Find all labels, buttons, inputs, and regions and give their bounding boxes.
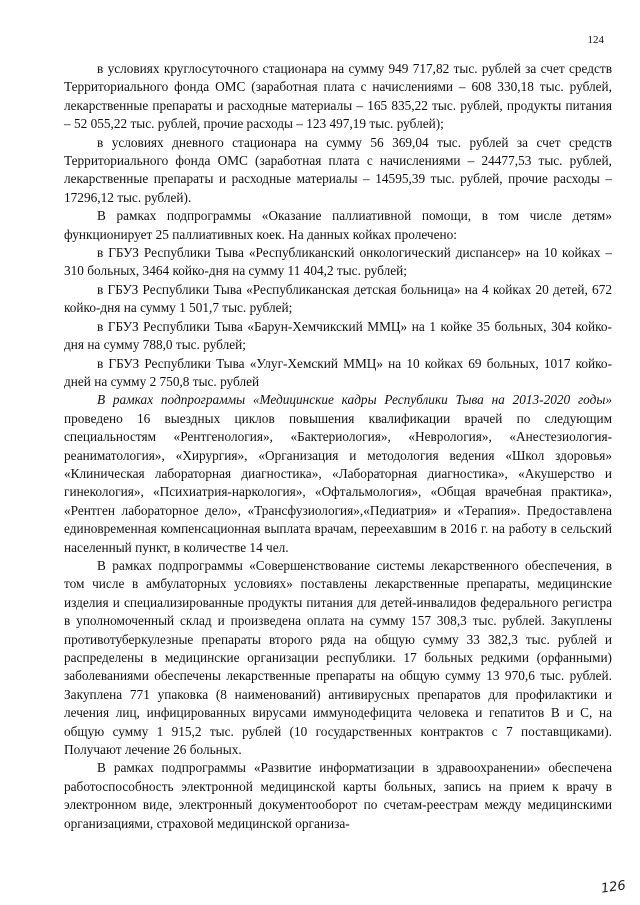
paragraph-drug-supply: В рамках подпрограммы «Совершенствование системы лекарственного обеспечения, в том числе в амбулаторных условиях» поставлены лекарственные препараты, медицинские изделия и специализированные продукты питания для детей-инвалидов федерального регистра в уполномоченный склад и произведена оплата на сумму 157 308,3 тыс. рублей. Закуплены противотуберкулезные препараты второго ряда на общую сумму 33 382,3 тыс. рублей и распределены в медицинские организации республики. 17 больных редкими (орфанными) заболеваниями обеспечены лекарственные препараты на общую сумму 13 970,6 тыс. рублей. Закуплена 771 упаковка (8 наименований) антивирусных препаратов для профилактики и лечения лиц, инфицированных вирусами иммунодефицита человека и гепатитов В и С, на общую сумму 1 915,2 тыс. рублей (10 государственных контрактов с 7 поставщиками). Получают лечение 26 больных.	[64, 557, 612, 758]
paragraph-round-clock-hospital: в условиях круглосуточного стационара на сумму 949 717,82 тыс. рублей за счет средств Территориального фонда ОМС (заработная плата с начислениями – 608 330,18 тыс. рублей, лекарственные препараты и расходные материалы – 165 835,22 тыс. рублей, продукты питания – 52 055,22 тыс. рублей, прочие расходы – 123 497,19 тыс. рублей);	[64, 61, 612, 132]
paragraph-children-hospital: в ГБУЗ Республики Тыва «Республиканская детская больница» на 4 койках 20 детей, 672 койко-дня на сумму 1 501,7 тыс. рублей;	[64, 281, 612, 316]
document-body	[64, 60, 612, 833]
paragraph-barun-khemchik: в ГБУЗ Республики Тыва «Барун-Хемчикский ММЦ» на 1 койке 35 больных, 304 койко-дня на сумму 788,0 тыс. рублей;	[64, 318, 612, 353]
paragraph-informatization: В рамках подпрограммы «Развитие информатизации в здравоохранении» обеспечена работоспособность электронной медицинской карты больных, запись на прием к врачу в электронном виде, электронный документооборот по счетам-реестрам между медицинскими организациями, страховой медицинской организа-	[64, 760, 612, 831]
paragraph-palliative-care: В рамках подпрограммы «Оказание паллиативной помощи, в том числе детям» функционирует 25 паллиативных коек. На данных койках пролечено:	[64, 208, 612, 242]
handwritten-page-number: 126	[600, 878, 627, 897]
paragraph-ulug-khem: в ГБУЗ Республики Тыва «Улуг-Хемский ММЦ» на 10 койках 69 больных, 1017 койко-дней на сумму 2 750,8 тыс. рублей	[64, 355, 612, 389]
paragraph-day-hospital: в условиях дневного стационара на сумму 56 369,04 тыс. рублей за счет средств Территориального фонда ОМС (заработная плата с начислениями – 24477,53 тыс. рублей, лекарственные препараты и расходные материалы – 14595,39 тыс. рублей, прочие расходы – 17296,12 тыс. рублей).	[64, 134, 612, 205]
paragraph-medical-cadres	[64, 391, 612, 557]
italic-subprogram-title: В рамках подпрограммы «Медицинские кадры Республики Тыва на 2013-2020 годы»	[97, 392, 612, 408]
cadres-text: проведено 16 выездных циклов повышения квалификации врачей по следующим специальностям «Рентгенология», «Бактериология», «Неврология», «Анестезиология-реаниматология», «Хирургия», «Организация и методология ведения «Школ здоровья» «Клиническая лабораторная диагностика», «Лабораторная диагностика», «Акушерство и гинекология», «Психиатрия-наркология», «Офтальмология», «Общая врачебная практика», «Рентген лабораторное дело», «Трансфузиология»,«Педиатрия» и «Терапия». Предоставлена единовременная компенсационная выплата врачам, переехавшим в 2016 г. на работу в сельский населенный пункт, в количестве 14 чел.	[64, 410, 612, 555]
paragraph-oncology-dispensary: в ГБУЗ Республики Тыва «Республиканский онкологический диспансер» на 10 койках – 310 больных, 3464 койко-дня на сумму 11 404,2 тыс. рублей;	[64, 245, 612, 279]
page-number: 124	[587, 34, 604, 46]
